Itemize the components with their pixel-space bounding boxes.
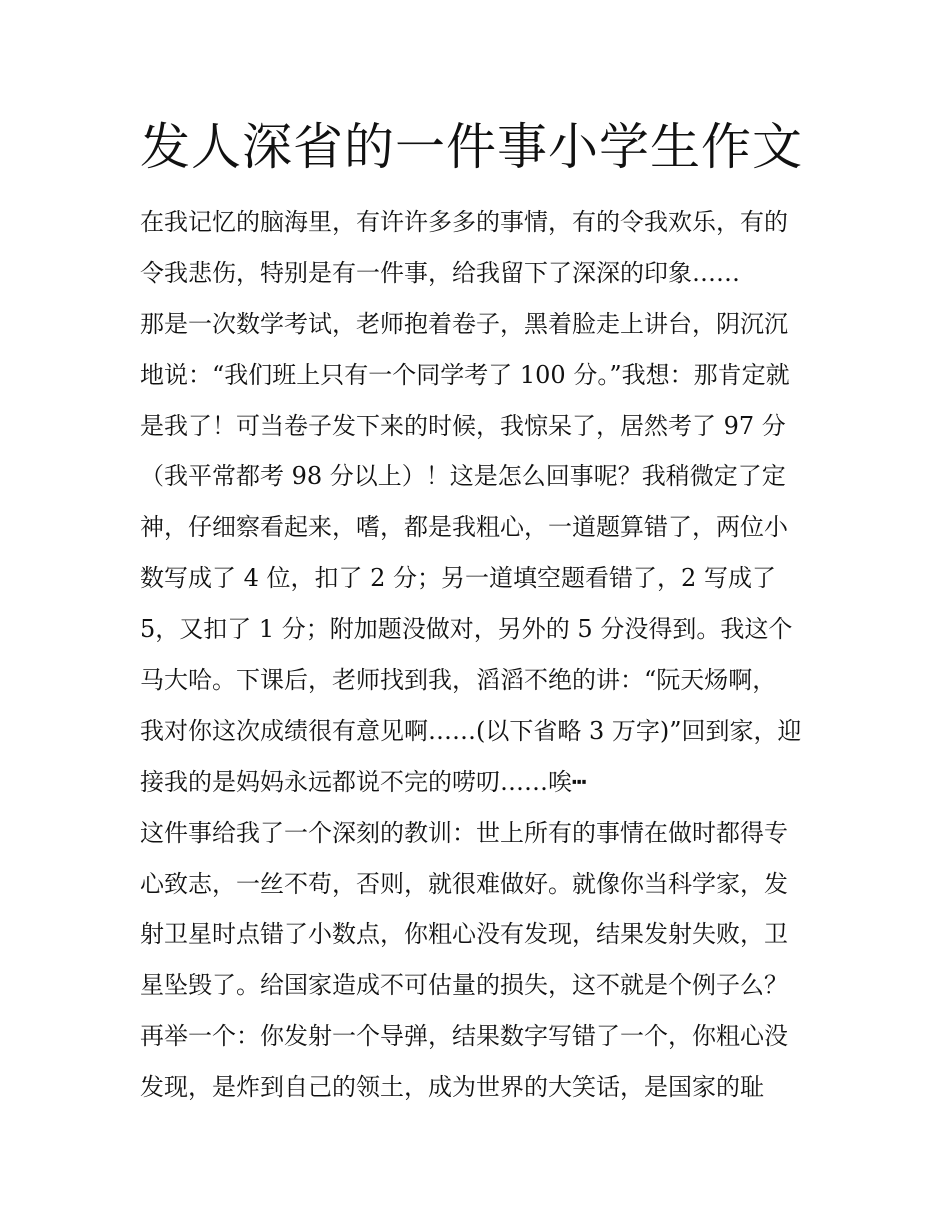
text-line: 这件事给我了一个深刻的教训：世上所有的事情在做时都得专 bbox=[140, 818, 788, 847]
text-line: 发现，是炸到自己的领土，成为世界的大笑话，是国家的耻 bbox=[140, 1073, 764, 1102]
text-line: 地说：“我们班上只有一个同学考了 100 分。”我想：那肯定就 bbox=[140, 360, 790, 389]
text-line: （我平常都考 98 分以上）！这是怎么回事呢？我稍微定了定 bbox=[140, 462, 786, 491]
text-line: 那是一次数学考试，老师抱着卷子，黑着脸走上讲台，阴沉沉 bbox=[140, 309, 788, 338]
text-line: 数写成了 4 位，扣了 2 分；另一道填空题看错了，2 写成了 bbox=[140, 564, 776, 593]
text-line: 马大哈。下课后，老师找到我，滔滔不绝的讲：“阮天炀啊， bbox=[140, 666, 777, 695]
document-title: 发人深省的一件事小学生作文 bbox=[140, 118, 803, 176]
text-line: 在我记忆的脑海里，有许许多多的事情，有的令我欢乐，有的 bbox=[140, 208, 788, 236]
text-line: 再举一个：你发射一个导弹，结果数字写错了一个，你粗心没 bbox=[140, 1022, 788, 1051]
text-line: 心致志，一丝不苟，否则，就很难做好。就像你当科学家，发 bbox=[140, 869, 788, 898]
text-line: 令我悲伤，特别是有一件事，给我留下了深深的印象…… bbox=[140, 258, 740, 287]
document-body bbox=[140, 197, 820, 1113]
text-line: 5，又扣了 1 分；附加题没做对，另外的 5 分没得到。我这个 bbox=[140, 615, 793, 644]
text-line: 神，仔细察看起来，嗜，都是我粗心，一道题算错了，两位小 bbox=[140, 513, 788, 542]
text-line: 星坠毁了。给国家造成不可估量的损失，这不就是个例子么？ bbox=[140, 971, 788, 1000]
text-line: 我对你这次成绩很有意见啊……(以下省略 3 万字)”回到家，迎 bbox=[140, 716, 802, 745]
text-line: 接我的是妈妈永远都说不完的唠叨……唉┅ bbox=[140, 767, 587, 796]
text-line: 射卫星时点错了小数点，你粗心没有发现，结果发射失败，卫 bbox=[140, 920, 788, 949]
text-line: 是我了！可当卷子发下来的时候，我惊呆了，居然考了 97 分 bbox=[140, 411, 786, 440]
